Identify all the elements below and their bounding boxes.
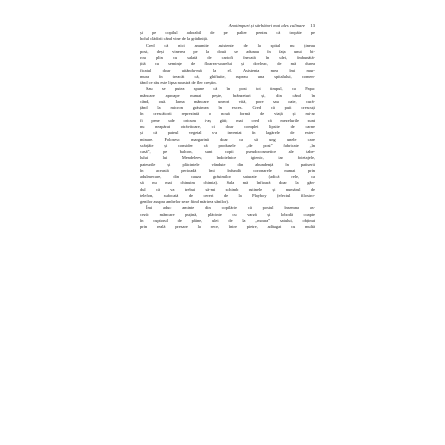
text-line: casă”, pe balcon, sunt copii pseudocosmetice ale tabe- [140,149,315,155]
text-line: ceză: mâncare puțină, plăcinte cu varză și lobodă coapte [140,211,315,217]
body-text [140,30,315,231]
text-line: ficatul doar uitându-mă la el. Asistenta mea îmi mur- [140,67,315,73]
text-line: adulmecare, din cauza grăsimilor saturate (adică rele, ca [140,174,315,180]
text-line: în această perioadă îmi înfundă coronarele numai prin [140,167,315,173]
text-line: post, deși vinerea pe la două se adunau în fața unui bi- [140,48,315,54]
text-line: holul clădirii când vine de la grădiniță. [140,36,208,42]
text-line: când, ouă. Iarna mâncare uneori vită, pore sau oaie, cură- [140,98,315,104]
page-number: 13 [310,23,315,28]
text-line: țită cu semințe de floarea-soarelui și dovleac, de mă durea [140,61,315,67]
text-line: mâncare aproape numai pește, brânzeturi și, din când în [140,92,315,98]
text-line: și că pateul vegetal s-a inventat în lagărele de exter- [140,130,315,136]
text-line: să nu mai chinuim chimia). Sala mă înfioară doar la gân- [140,180,315,186]
text-line: nu neapărat otrăvitoare, ci doar complet lipsite de carne [140,123,315,129]
text-line: Îmi aduc aminte din copilărie că postul însemna as- [146,205,315,211]
text-line: pateurile și plăcintele vândute din abundență în patiserii [140,161,315,167]
text-line: rou plin cu salată de cartofi înecată în ulei, îmbunătă- [140,55,315,61]
text-line: genilor asupra ambelor sexe fiind mărirea sânilor). [140,199,229,205]
running-title: Anotimpuri și sărbători mai ales culinare [228,23,305,28]
text-line: scârțâie și consider că produsele „de post” fabricate „în [140,142,315,148]
text-line: în crescătorii reprezintă o nouă formă de viață și mi-ar [140,111,315,117]
text-line: Sau se putea spune că în post tot timpul, ca Papa: [146,86,315,92]
text-line: dul că va trebui să-mi schimb rutinele și numărul de [140,186,315,192]
text-line: telefon, sufocată de cereri de la Playboy (efectul filostro- [140,192,315,198]
text-line: minare. Folosesc margarină doar ca să ung unele care [140,136,315,142]
text-line: Cred că nici anumite asistente de la spital nu țineau [146,42,315,48]
text-line: tând ce rău este lipsa noastră de fler creștin. [140,80,217,86]
text-line: prin reală presare la rece, între pietre, adăugat cu multă [140,224,315,230]
text-line: lului lui Mendeleev, îndoielnice igienic, iar foietajele, [140,155,315,161]
text-line: în cuptorul de pâine, ulei de la „moara” satului, obținut [140,217,315,223]
text-line: fi pene ude oricum i-aș găti; mai cred că mezelurile sunt [140,117,315,123]
text-line: mura în treacăt că, ghiftuite, rupeau una spitalului, comen- [140,73,315,79]
text-line: și pe copilul adorabil de pe palier pentru că tropăie pe [140,30,315,35]
text-line: țând la micron grăsimea în exces. Cred că puii crescuți [140,105,315,111]
